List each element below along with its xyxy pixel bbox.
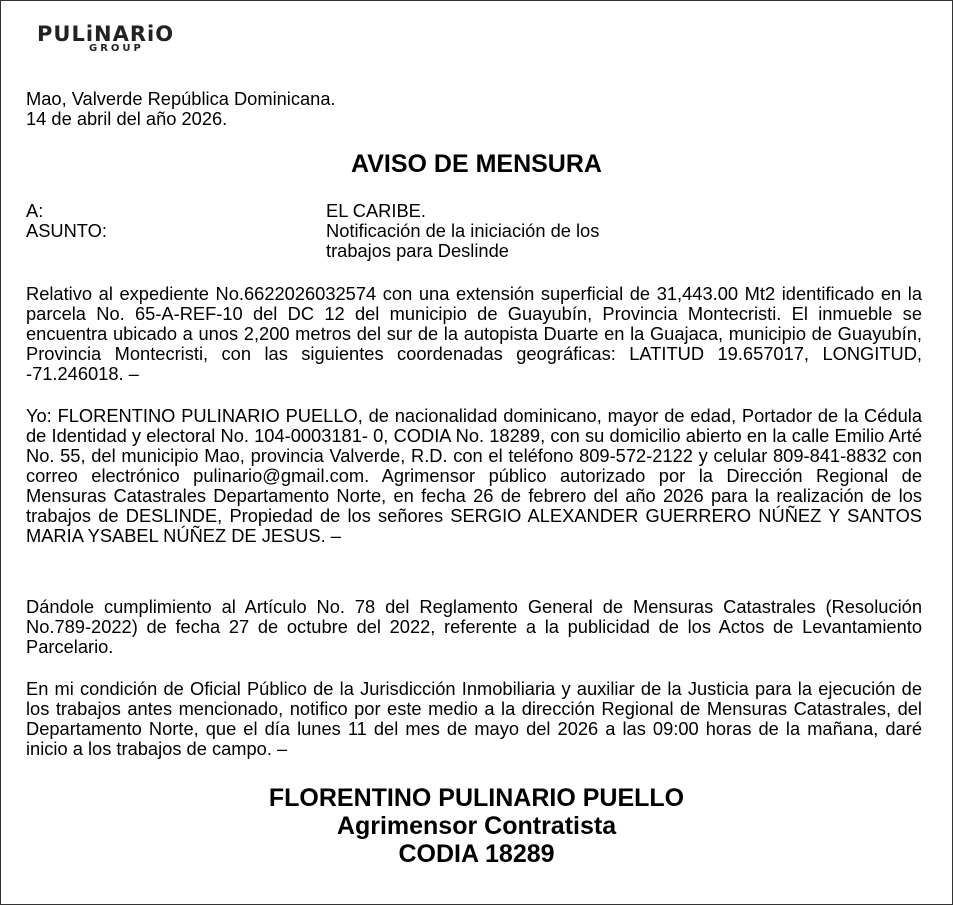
header-date: 14 de abril del año 2026. [26,108,228,129]
logo-main-text: PULiNARiO [37,22,175,46]
subject-value: Notificación de la iniciación de los trabajos para Deslinde [326,220,600,261]
paragraph-regulation: Dándole cumplimiento al Artículo No. 78 del Reglamento General de Mensuras Catastrales (Resolución No.789-2022) de fecha 27 de octubre del 2022, referente a la publicidad de los Actos de Levantamiento Parcelario. [26,596,922,657]
header-place: Mao, Valverde República Dominicana. [26,88,336,109]
recipient-label: A: [26,200,44,221]
signature-codia: CODIA 18289 [398,840,555,868]
paragraph-surveyor: Yo: FLORENTINO PULINARIO PUELLO, de nacionalidad dominicano, mayor de edad, Portador de la Cédula de Identidad y electoral No. 104-0003181- 0, CODIA No. 18289, con su domicilio abierto en la calle Emilio Arté No. 55, del municipio Mao, provincia Valverde, R.D. con el teléfono 809-572-2122 y celular 809-841-8832 con correo electrónico pulinario@gmail.com. Agrimensor público autorizado por la Dirección Regional de Mensuras Catastrales Departamento Norte, en fecha 26 de febrero del año 2026 para la realización de los trabajos de DESLINDE, Propiedad de los señores SERGIO ALEXANDER GUERRERO NÚÑEZ Y SANTOS MARIA YSABEL NÚÑEZ DE JESUS. – [26,405,922,546]
company-logo [37,22,232,56]
paragraph-notification: En mi condición de Oficial Público de la Jurisdicción Inmobiliaria y auxiliar de la Justicia para la ejecución de los trabajos antes mencionado, notifico por este medio a la dirección Regional de Mensuras Catastrales, del Departamento Norte, que el día lunes 11 del mes de mayo del 2026 a las 09:00 horas de la mañana, daré inicio a los trabajos de campo. – [26,678,922,759]
paragraph-expediente: Relativo al expediente No.6622026032574 con una extensión superficial de 31,443.00 Mt2 identificado en la parcela No. 65-A-REF-10 del DC 12 del municipio de Guayubín, Provincia Montecristi. El inmueble se encuentra ubicado a unos 2,200 metros del sur de la autopista Duarte en la Guajaca, municipio de Guayubín, Provincia Montecristi, con las siguientes coordenadas geográficas: LATITUD 19.657017, LONGITUD, -71.246018. – [26,283,922,384]
subject-label: ASUNTO: [26,220,107,241]
recipient-value: EL CARIBE. [326,200,426,221]
signature-role: Agrimensor Contratista [336,812,617,840]
notice-title: AVISO DE MENSURA [351,150,602,178]
logo-sub-text: GROUP [89,43,144,54]
signature-name: FLORENTINO PULINARIO PUELLO [268,784,685,812]
